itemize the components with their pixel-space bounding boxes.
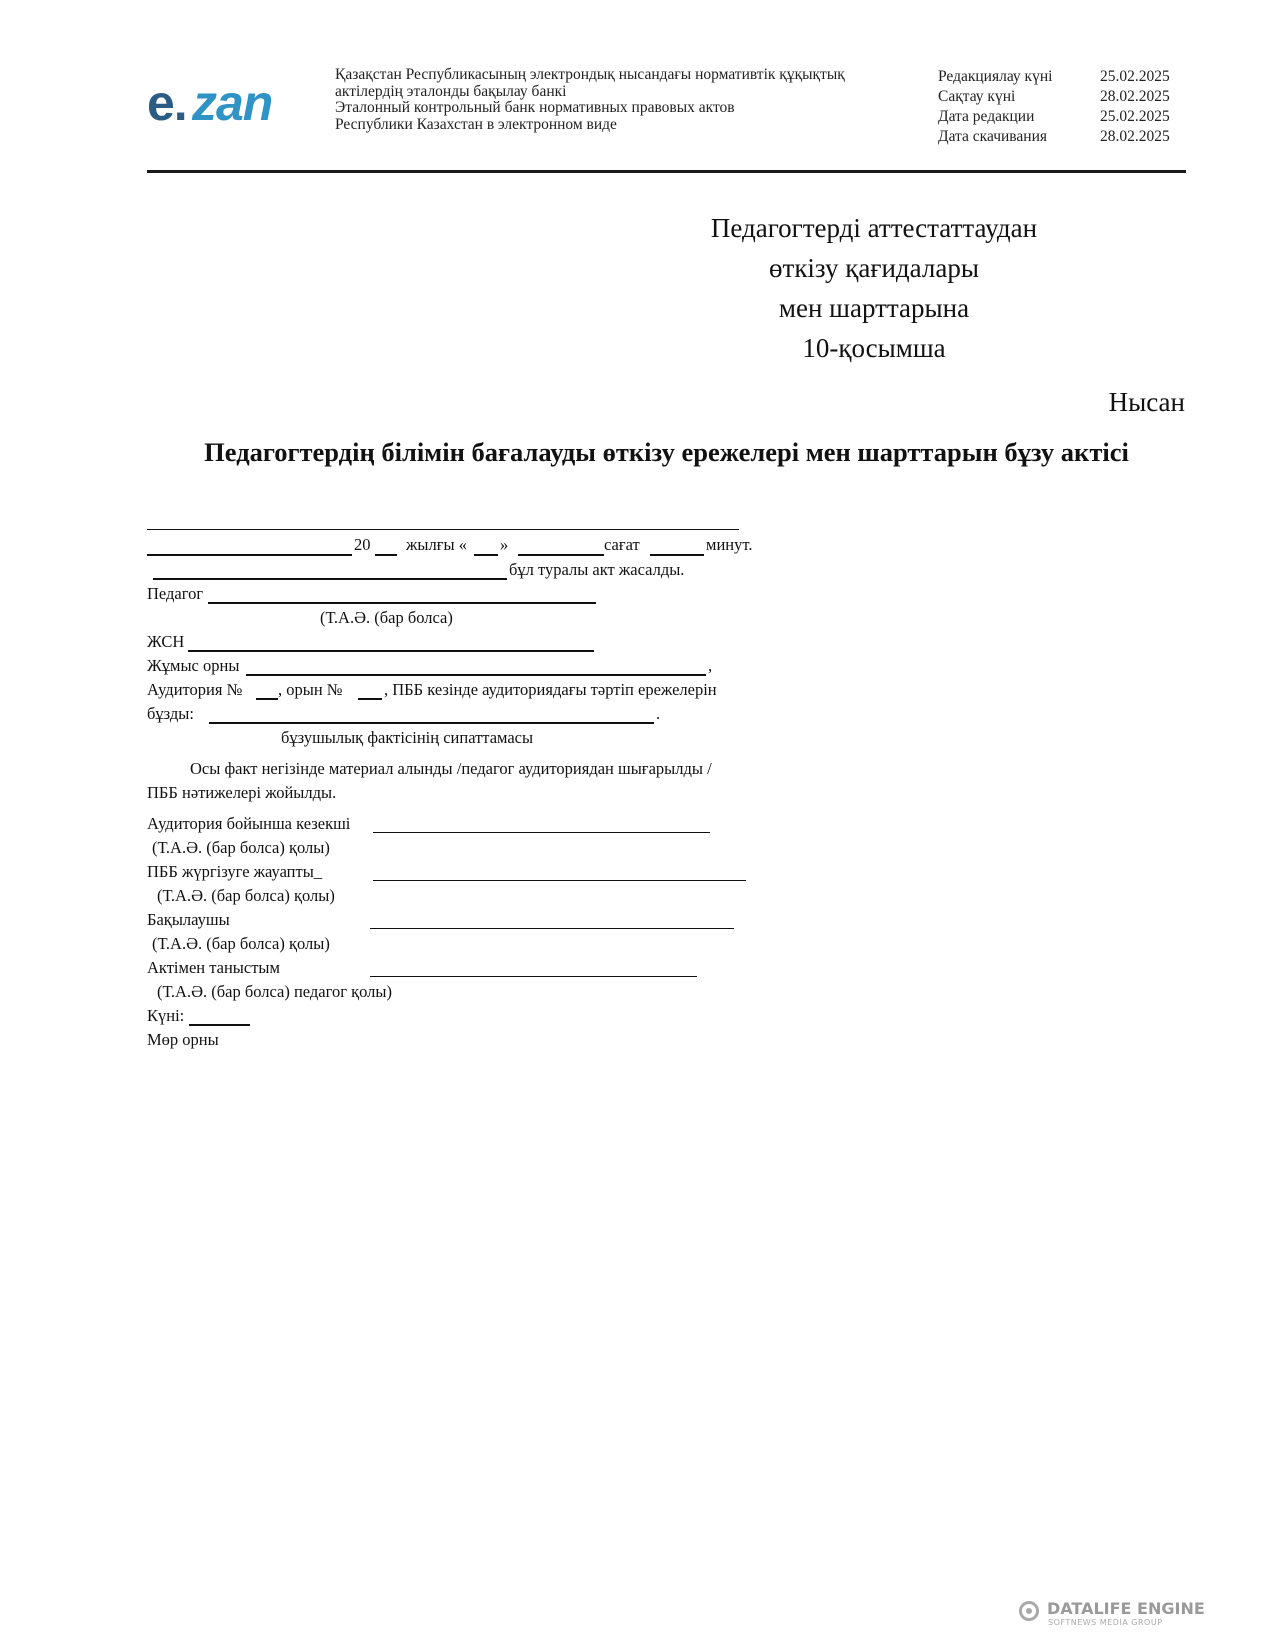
- ezan-logo: [147, 74, 297, 130]
- responsible-signature-hint: (Т.А.Ә. (бар болса) қолы): [157, 886, 335, 905]
- year-blank: [375, 554, 397, 556]
- logo-e: e.: [147, 75, 187, 131]
- date-value: 25.02.2025: [1100, 108, 1170, 125]
- observer-signature-hint: (Т.А.Ә. (бар болса) қолы): [152, 934, 330, 953]
- violated-label: бұзды:: [147, 704, 194, 723]
- logo-zan: zan: [192, 75, 273, 131]
- hour-label: сағат: [604, 535, 640, 554]
- minute-label: минут.: [706, 535, 753, 554]
- date-label: Дата редакции: [938, 108, 1035, 125]
- seal-place-label: Мөр орны: [147, 1030, 219, 1049]
- iin-label: ЖСН: [147, 632, 185, 651]
- duty-label: Аудитория бойынша кезекші: [147, 814, 351, 833]
- date-label: Сақтау күні: [938, 88, 1016, 105]
- act-drawn-text: бұл туралы акт жасалды.: [509, 560, 685, 579]
- auditorium-label: Аудитория №: [147, 680, 243, 699]
- responsible-label: ПББ жүргізуге жауапты_: [147, 862, 323, 881]
- seat-label: , орын №: [278, 680, 343, 699]
- violation-blank: [209, 722, 654, 724]
- datalife-logo-icon: [1019, 1601, 1039, 1621]
- auditorium-blank: [256, 698, 278, 700]
- appendix-line: 10-қосымша: [802, 333, 946, 363]
- datalife-watermark: [1019, 1599, 1205, 1631]
- appendix-reference: [650, 208, 1098, 368]
- iin-blank: [188, 650, 594, 652]
- date-row: [938, 87, 1170, 107]
- date-label: Редакциялау күні: [938, 68, 1053, 85]
- duty-signature-hint: (Т.А.Ә. (бар болса) қолы): [152, 838, 330, 857]
- date-row: [938, 127, 1170, 147]
- violation-text: , ПББ кезінде аудиториядағы тәртіп ережелерін: [384, 680, 717, 699]
- date-value: 28.02.2025: [1100, 128, 1170, 145]
- teacher-fio-hint: (Т.А.Ә. (бар болса): [320, 608, 453, 627]
- date-row: [938, 67, 1170, 87]
- date-value: 25.02.2025: [1100, 68, 1170, 85]
- form-label: Нысан: [1108, 387, 1185, 417]
- basis-line-2: ПББ нәтижелері жойылды.: [147, 783, 337, 802]
- year-prefix: 20: [354, 535, 371, 554]
- header-divider: [147, 170, 1186, 173]
- workplace-blank: [246, 674, 706, 676]
- acquainted-label: Актімен таныстым: [147, 958, 280, 977]
- duty-blank: [373, 832, 710, 833]
- appendix-line: мен шарттарына: [778, 293, 970, 323]
- day-blank: [474, 554, 498, 556]
- observer-label: Бақылаушы: [147, 910, 230, 929]
- appendix-line: өткізу қағидалары: [769, 253, 979, 283]
- date-label: Дата скачивания: [938, 128, 1048, 145]
- violation-hint: бұзушылық фактісінің сипаттамасы: [281, 728, 534, 747]
- bank-description: [335, 67, 845, 133]
- minute-blank: [650, 554, 704, 556]
- watermark-subtitle: SOFTNEWS MEDIA GROUP: [1048, 1618, 1163, 1627]
- basis-line-1: Осы факт негізінде материал алынды /педагог аудиториядан шығарылды /: [190, 759, 712, 778]
- date-row: [938, 107, 1170, 127]
- responsible-blank: [373, 880, 746, 881]
- edition-dates: [938, 67, 1170, 147]
- violation-period: .: [656, 704, 661, 723]
- blank-line: [147, 529, 739, 530]
- watermark-name: DATALIFE ENGINE: [1047, 1599, 1205, 1618]
- appendix-line: Педагогтерді аттестаттаудан: [710, 213, 1038, 243]
- observer-blank: [370, 928, 734, 929]
- date-value: 28.02.2025: [1100, 88, 1170, 105]
- quote-close: »: [500, 535, 509, 554]
- date-blank: [189, 1024, 250, 1026]
- bank-line: Қазақстан Республикасының электрондық нысандағы нормативтік құқықтық: [335, 66, 845, 83]
- seat-blank: [358, 698, 382, 700]
- workplace-comma: ,: [708, 656, 713, 675]
- teacher-blank: [208, 602, 596, 604]
- document-title: Педагогтердің білімін бағалауды өткізу ережелері мен шарттарын бұзу актісі: [204, 437, 1129, 467]
- teacher-label: Педагог: [147, 584, 204, 603]
- place-blank: [147, 554, 352, 556]
- bank-line: Республики Казахстан в электронном виде: [335, 115, 617, 133]
- workplace-label: Жұмыс орны: [147, 656, 240, 675]
- acquainted-blank: [370, 976, 697, 977]
- year-word: жылғы «: [406, 535, 467, 554]
- bank-line: актілердің эталонды бақылау банкі: [335, 82, 567, 100]
- bank-line: Эталонный контрольный банк нормативных правовых актов: [335, 99, 735, 116]
- date-label: Күні:: [147, 1006, 185, 1025]
- act-place-blank: [153, 578, 507, 580]
- teacher-signature-hint: (Т.А.Ә. (бар болса) педагог қолы): [157, 982, 392, 1001]
- month-blank: [518, 554, 604, 556]
